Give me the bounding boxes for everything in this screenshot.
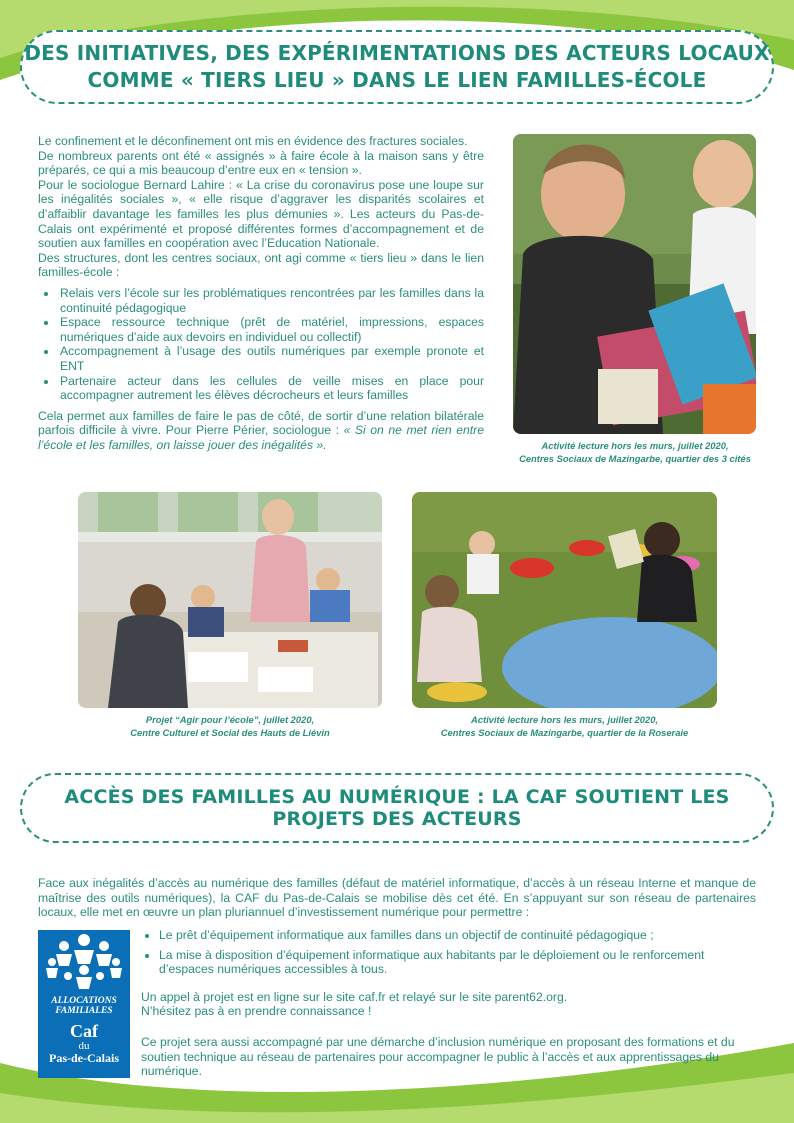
paragraph: Des structures, dont les centres sociaux, ont agi comme « tiers lieu » dans le lien familles-école : (38, 250, 484, 280)
caption-line: Projet “Agir pour l’école”, juillet 2020, (145, 714, 315, 725)
closing-paragraph: Ce projet sera aussi accompagné par une démarche d’inclusion numérique en proposant des formations et du soutien technique au réseau de partenaires pour accompagner le public à l’accès et aux apprentissages du numérique. (141, 1034, 735, 1079)
caption-line: Centres Sociaux de Mazingarbe, quartier de la Roseraie (440, 726, 689, 738)
paragraph: Le confinement et le déconfinement ont mis en évidence des fractures sociales. (38, 134, 468, 148)
logo-text-du: du (78, 1040, 90, 1052)
section1-title-line1: DES INITIATIVES, DES EXPÉRIMENTATIONS DES ACTEURS LOCAUX (24, 41, 770, 65)
section2-title-box (20, 773, 774, 843)
logo-text-familiales: FAMILIALES (55, 1006, 113, 1016)
paragraph-text: Cela permet aux familles de faire le pas de côté, de sortir d’une relation bilatérale parfois difficile à vivre. Pour Pierre Périer, sociologue : (38, 408, 484, 438)
photo1-caption (500, 440, 770, 465)
logo-text-caf: Caf (70, 1021, 98, 1041)
section1-title-line2: COMME « TIERS LIEU » DANS LE LIEN FAMILLES-ÉCOLE (87, 68, 707, 92)
photo2-caption (78, 714, 382, 739)
photo-classroom-activity (78, 492, 382, 708)
photo-kids-reading-outdoors (513, 134, 756, 434)
list-item: • Le prêt d’équipement informatique aux familles dans un objectif de continuité pédagogique ; (159, 928, 757, 943)
logo-text-allocations: ALLOCATIONS (51, 996, 117, 1006)
list-item: • Relais vers l’école sur les problématiques rencontrées par les familles dans la continuité pédagogique (58, 286, 484, 315)
call-for-projects-line: Un appel à projet est en ligne sur le site caf.fr et relayé sur le site parent62.org. (141, 989, 568, 1004)
logo-text-place: Pas-de-Calais (49, 1051, 119, 1065)
list-item: • Partenaire acteur dans les cellules de veille mises en place pour accompagner autrement les élèves décrocheurs et leurs familles (58, 374, 484, 403)
paragraph: De nombreux parents ont été « assignés » à faire école à la maison sans y être préparés, ce qui a mis beaucoup d’entre eux en « tension ». (38, 148, 484, 178)
section1-text (38, 134, 484, 452)
list-item: • Accompagnement à l’usage des outils numériques par exemple pronote et ENT (58, 344, 484, 373)
photo-kids-on-mats (412, 492, 717, 708)
list-item: • Espace ressource technique (prêt de matériel, impressions, espaces numériques d’aide aux devoirs en individuel ou collectif) (58, 315, 484, 344)
caption-line: Centres Sociaux de Mazingarbe, quartier des 3 cités (519, 452, 751, 464)
list-item: • La mise à disposition d’équipement informatique aux habitants par le déploiement ou le renforcement d’espaces numériques accessibles à tous. (159, 948, 757, 977)
paragraph: Face aux inégalités d’accès au numérique des familles (défaut de matériel informatique, d’accès à un réseau Interne et manque de maîtrise des outils numériques), la CAF du Pas-de-Calais se mobilise dès cet été. En s’appuyant sur son réseau de partenaires locaux, elle met en œuvre un plan pluriannuel d’investissement numérique pour permettre : (38, 876, 756, 920)
caption-line: Activité lecture hors les murs, juillet 2020, (541, 440, 729, 451)
paragraph: Pour le sociologue Bernard Lahire : « La crise du coronavirus pose une loupe sur les inégalités sociales », « elle risque d’aggraver les disparités scolaires et d’affaiblir davantage les familles les plus démunies ». Les acteurs du Pas-de-Calais ont expérimenté et proposé différentes formes d’accompagnement et de soutien aux familles en coopération avec l’Education Nationale. (38, 177, 484, 251)
quote-text: « Si on ne met rien entre l’école et les familles, on laisse jouer des inégalités ». (38, 423, 484, 452)
paragraph (38, 409, 484, 453)
caption-line: Centre Culturel et Social des Hauts de Liévin (130, 726, 330, 738)
section2-intro (38, 876, 756, 920)
bullet-list (38, 286, 484, 403)
call-for-projects-line: N’hésitez pas à en prendre connaissance ! (141, 1004, 372, 1019)
photo3-caption (412, 714, 717, 739)
caf-logo (38, 930, 130, 1078)
section1-title-box (20, 30, 774, 104)
caption-line: Activité lecture hors les murs, juillet 2020, (470, 714, 659, 725)
families-icon (38, 930, 130, 992)
section2-title: ACCÈS DES FAMILLES AU NUMÉRIQUE : LA CAF SOUTIENT LES PROJETS DES ACTEURS (64, 786, 730, 830)
bullet-list (141, 928, 757, 977)
section2-main (141, 928, 757, 1079)
